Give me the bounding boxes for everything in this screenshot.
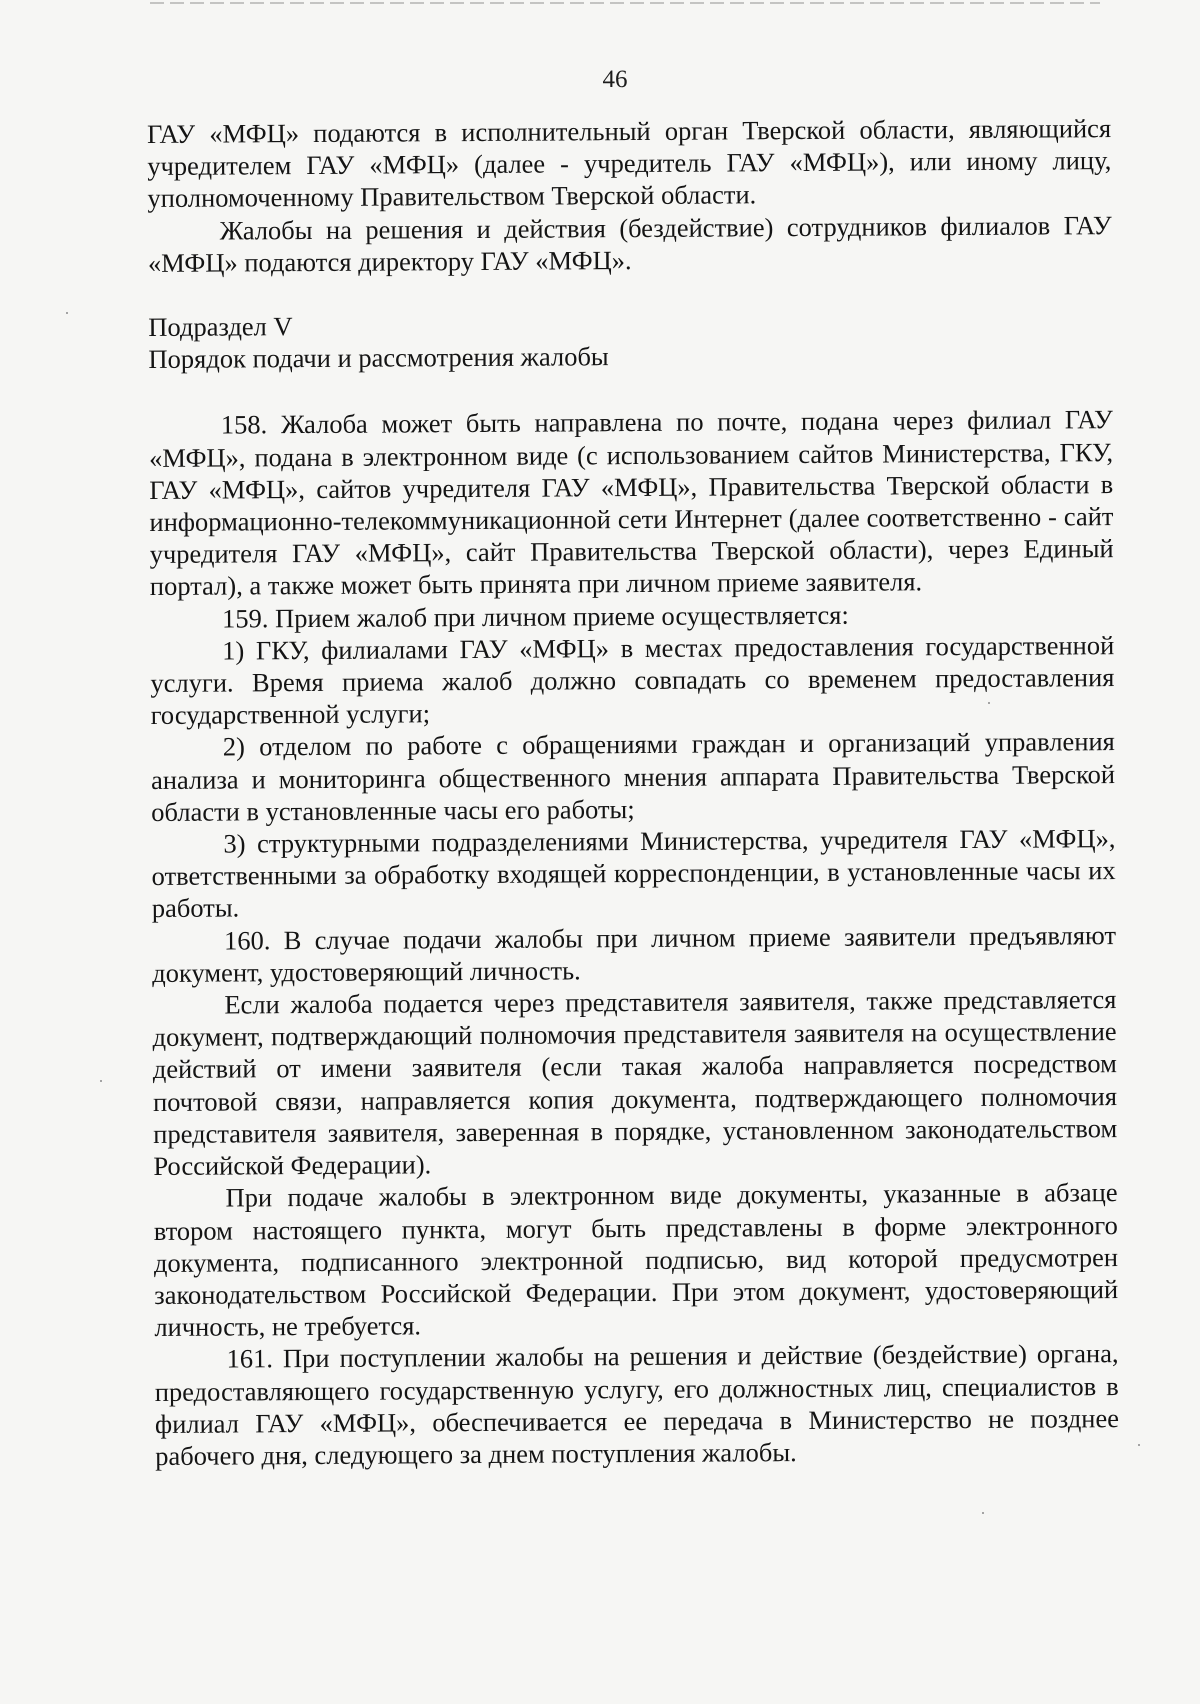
paragraph-160: 160. В случае подачи жалобы при личном приеме заявители предъявляют документ, удостоверяющий личность. — [152, 919, 1117, 988]
section-number: Подраздел V — [148, 311, 293, 343]
list-item-3: 3) структурными подразделениями Министерства, учредителя ГАУ «МФЦ», ответственными за обработку входящей корреспонденции, в установленные часы их работы. — [151, 823, 1116, 924]
paragraph-continuation: ГАУ «МФЦ» подаются в исполнительный орган Тверской области, являющийся учредителем ГАУ «МФЦ» (далее - учредитель ГАУ «МФЦ»), или иному лицу, уполномоченному Правительством Тверской области. — [147, 113, 1112, 214]
scan-speck — [982, 1512, 984, 1514]
scan-speck — [988, 702, 990, 704]
paragraph-158: 158. Жалоба может быть направлена по почте, подана через филиал ГАУ «МФЦ», подана в электронном виде (с использованием сайтов Министерства, ГКУ, ГАУ «МФЦ», сайтов учредителя ГАУ «МФЦ», Правительства Тверской области в информационно-телекоммуникационной сети Интернет (далее соответственно - сайт учредителя ГАУ «МФЦ», сайт Правительства Тверской области), через Единый портал), а также может быть принята при личном приеме заявителя. — [148, 404, 1114, 602]
page-number: 46 — [602, 66, 628, 93]
paragraph-electronic: При подаче жалобы в электронном виде документы, указанные в абзаце втором настоящего пункта, могут быть представлены в форме электронного документа, подписанного электронной подписью, вид которой предусмотрен законодательством Российской Федерации. При этом документ, удостоверяющий личность, не требуется. — [153, 1177, 1119, 1343]
document-body — [147, 112, 1119, 1472]
paragraph-representative: Если жалоба подается через представителя заявителя, также представляется документ, подтверждающий полномочия представителя заявителя на осуществление действий от имени заявителя (если такая жалоба направляется посредством почтовой связи, направляется копия документа, подтверждающего полномочия представителя заявителя, заверенная в порядке, установленном законодательством Российской Федерации). — [152, 984, 1118, 1182]
scan-speck — [100, 1080, 102, 1082]
paragraph-161: 161. При поступлении жалобы на решения и действие (бездействие) органа, предоставляющего государственную услугу, его должностных лиц, специалистов в филиал ГАУ «МФЦ», обеспечивается ее передача в Министерство не позднее рабочего дня, следующего за днем поступления жалобы. — [154, 1338, 1120, 1471]
scan-speck — [66, 312, 68, 314]
paragraph-159: 159. Прием жалоб при личном приеме осуществляется: — [221, 599, 849, 634]
list-item-2: 2) отделом по работе с обращениями граждан и организаций управления анализа и мониторинга общественного мнения аппарата Правительства Тверской области в установленные часы его работы; — [150, 726, 1116, 827]
section-title: Порядок подачи и рассмотрения жалобы — [148, 341, 609, 375]
paragraph: Жалобы на решения и действия (бездействие) сотрудников филиалов ГАУ «МФЦ» подаются директору ГАУ «МФЦ». — [147, 209, 1112, 278]
scan-top-edge — [150, 2, 1100, 4]
scan-speck — [1138, 1444, 1140, 1446]
list-item-1: 1) ГКУ, филиалами ГАУ «МФЦ» в местах предоставления государственной услуги. Время приема жалоб должно совпадать со временем предоставления государственной услуги; — [150, 629, 1115, 731]
